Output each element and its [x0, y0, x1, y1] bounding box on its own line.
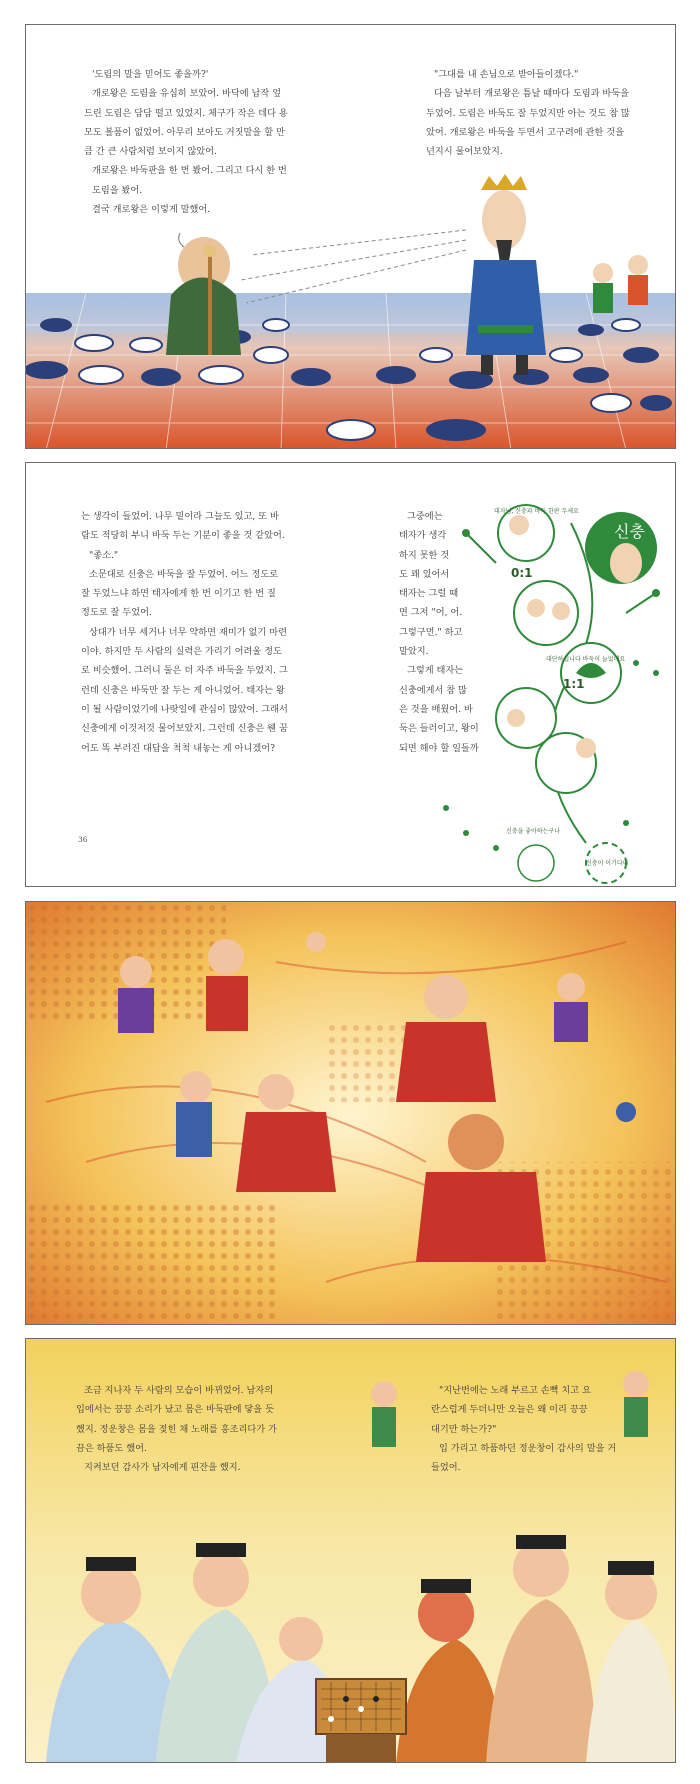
- text-line: 입에서는 끙끙 소리가 났고 몸은 바둑판에 닿을 듯: [76, 1404, 274, 1416]
- text-line: 정도로 잘 두었어.: [81, 607, 152, 619]
- text-line: 는 생각이 들었어. 나무 밑이라 그늘도 있고, 또 바: [81, 511, 279, 522]
- text-line: 결국 개로왕은 이렇게 말했어.: [92, 204, 211, 216]
- illustration-panel-fight: [25, 901, 676, 1325]
- text-line: "지난번에는 노래 부르고 손뼉 치고 요: [439, 1385, 591, 1396]
- text-line: "좋소.": [89, 549, 119, 561]
- text-line: 어도 똑 부러진 대답을 척척 내놓는 게 아니겠어?: [81, 742, 275, 754]
- text-line: 끔은 하품도 했어.: [76, 1442, 147, 1454]
- text-line: 태자는 그럴 때: [399, 588, 459, 600]
- text-line: 소문대로 신충은 바둑을 잘 두었어. 어느 정도로: [89, 568, 279, 580]
- side-note-2: 신충이 이기다니: [586, 860, 629, 867]
- text-line: 잘 두었느냐 하면 태자에게 한 번 이기고 한 번 질: [81, 588, 276, 600]
- bubble-text-2: 대단하십니다 바둑이 늘었네요: [546, 656, 626, 663]
- story-panel-gaero-king: [25, 24, 676, 449]
- text-line: "그대를 내 손님으로 받아들이겠다.": [434, 69, 579, 80]
- text-line: 두었어. 도림은 바둑도 잘 두었지만 아는 것도 참 많: [426, 107, 630, 119]
- text-line: 둑은 들러이고, 왕이: [399, 723, 479, 735]
- text-line: 람도 적당히 부니 바둑 두는 기분이 좋을 것 같았어.: [81, 530, 285, 542]
- text-line: 그중에는: [407, 511, 443, 522]
- go-board-icon: [316, 1679, 406, 1763]
- text-line: 그렇게 태자는: [407, 665, 464, 677]
- text-line: 이 될 사람이었기에 나랏일에 관심이 많았어. 그래서: [81, 703, 288, 715]
- text-line: 다음 날부터 개로왕은 틈날 때마다 도림과 바둑을: [434, 88, 630, 100]
- text-line: 조금 지나자 두 사람의 모습이 바뀌었어. 남자의: [84, 1385, 274, 1396]
- story-text-left: [84, 65, 339, 219]
- text-line: 면 그저 "어, 어.: [399, 607, 463, 619]
- text-line: 개로왕은 바둑판을 한 번 봤어. 그리고 다시 한 번: [92, 165, 287, 177]
- big-name-label: 신충: [614, 522, 645, 541]
- dorim-monk-figure: [166, 233, 241, 355]
- story-text-right: [426, 65, 666, 161]
- text-line: 신충에게 이것저것 물어보았지. 그런데 신충은 웬 꿈: [81, 723, 288, 735]
- text-line: 개로왕은 도림을 유심히 보았어. 바닥에 납작 엎: [92, 88, 282, 100]
- text-line: 도 꽤 있어서: [399, 568, 450, 580]
- score-label-2: 1:1: [563, 677, 585, 691]
- gaero-king-figure: [466, 174, 546, 375]
- text-line: 은 것을 배웠어. 바: [399, 703, 473, 715]
- text-line: 았어. 개로왕은 바둑을 두면서 고구려에 관한 것을: [426, 126, 624, 138]
- text-line: 신충에게서 참 많: [399, 684, 467, 696]
- text-line: 태자가 생각: [399, 530, 447, 542]
- text-line: 이야. 하지만 두 사람의 실력은 가리기 어려울 정도: [81, 646, 282, 658]
- crown-icon: [481, 174, 527, 190]
- page-number: 36: [78, 835, 88, 844]
- text-line: 하지 못한 것: [399, 549, 450, 561]
- text-line: 큼 간 큰 사람처럼 보이지 않았어.: [84, 146, 217, 158]
- text-line: 상대가 너무 세거나 너무 약하면 재미가 없기 마련: [89, 626, 287, 638]
- gaze-lines: [241, 230, 466, 303]
- text-line: 대기만 하는가?": [431, 1423, 497, 1435]
- text-line: 그렇구먼." 하고: [399, 626, 463, 638]
- text-line: 들었어.: [431, 1462, 461, 1474]
- side-note-1: 신충을 좋아하는구나: [506, 828, 561, 835]
- story-text-left: [81, 507, 351, 758]
- text-line: 도림을 봤어.: [92, 184, 143, 196]
- text-line: 란스럽게 두더니만 오늘은 왜 이리 끙끙: [431, 1404, 588, 1416]
- text-line: 드린 도림은 담담 떨고 있었지. 체구가 작은 데다 용: [84, 107, 288, 119]
- score-label-1: 0:1: [511, 566, 533, 580]
- text-line: 넌지시 물어보았지.: [426, 146, 503, 158]
- text-line: 모도 볼품이 없었어. 아무리 보아도 거짓말을 할 만: [84, 126, 285, 138]
- portrait-circle: [496, 505, 657, 883]
- fighting-scene-illustration: [26, 902, 676, 1325]
- story-text-middle: [399, 507, 499, 758]
- story-text-left: [76, 1381, 336, 1477]
- text-line: 지켜보던 감사가 남자에게 핀잔을 했지.: [84, 1462, 241, 1474]
- story-text-right: [431, 1381, 646, 1477]
- text-line: 로 비슷했어. 그러니 둘은 더 자주 바둑을 두었지. 그: [81, 665, 288, 677]
- story-panel-jeong-unchang: [25, 1338, 676, 1763]
- text-line: 입 가리고 하품하던 정운창이 감사의 말을 거: [439, 1442, 617, 1454]
- text-line: 말았지.: [399, 646, 429, 658]
- story-panel-sinchung: [25, 462, 676, 887]
- text-line: 했지. 정운창은 몸을 젖힌 채 노래를 흥조리다가 가: [76, 1423, 277, 1435]
- text-line: '도림의 말을 믿어도 좋을까?': [92, 69, 209, 80]
- text-line: 런데 신충은 바둑만 잘 두는 게 아니었어. 태자는 왕: [81, 684, 285, 696]
- text-line: 되면 해야 할 일들까: [399, 742, 479, 754]
- bubble-text-1: 대자님, 신충과 바둑 한판 두세요: [494, 508, 579, 515]
